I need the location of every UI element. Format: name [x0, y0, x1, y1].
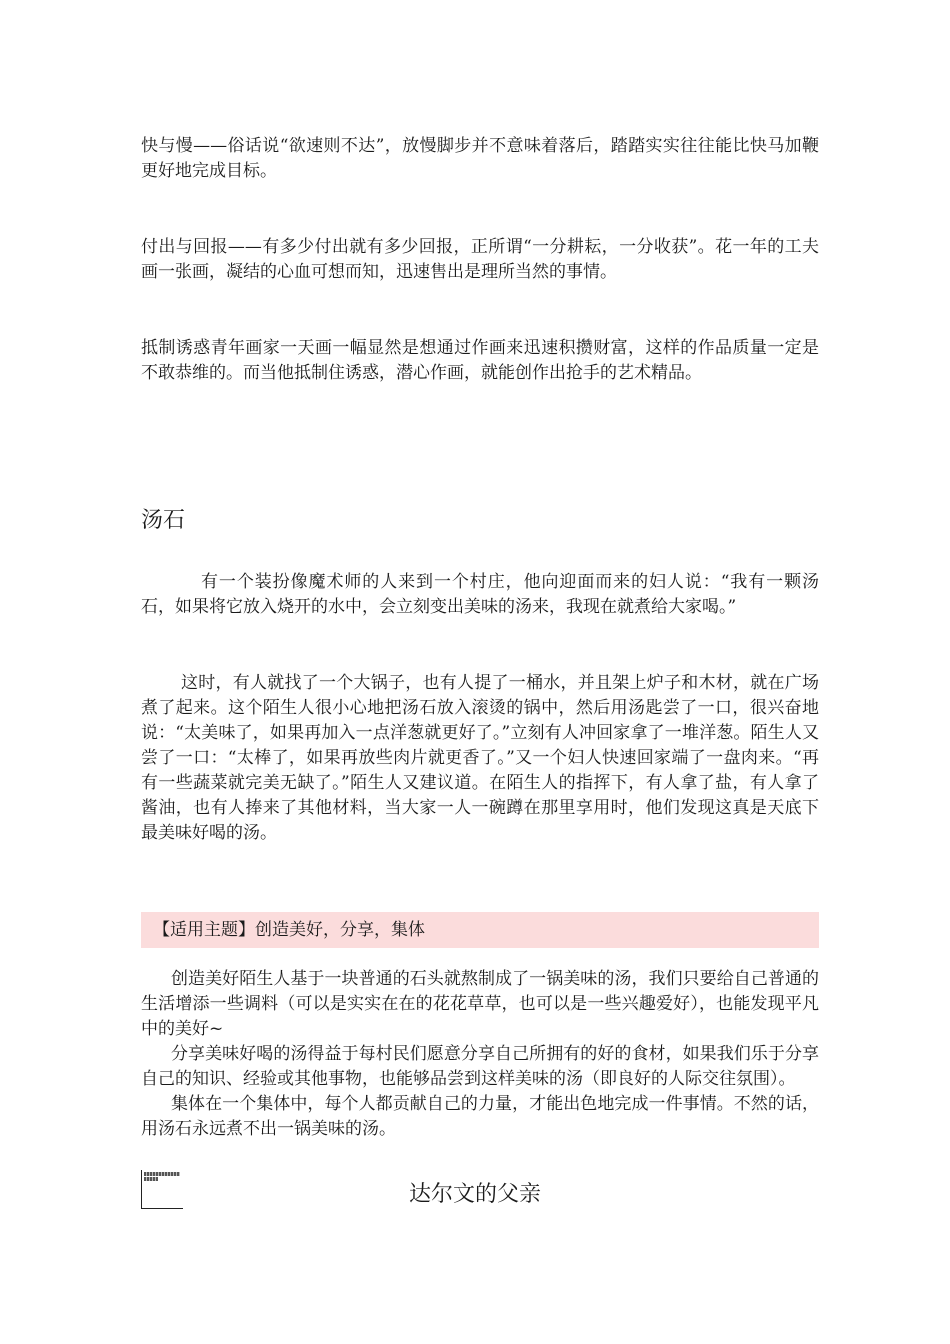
story-title: 汤石	[141, 508, 186, 533]
thumbnail-text-line	[144, 1172, 180, 1176]
story-paragraph-1: 有一个装扮像魔术师的人来到一个村庄，他向迎面而来的妇人说：“我有一颗汤石，如果将它放入烧开的水中，会立刻变出美味的汤来，我现在就煮给大家喝。”	[141, 572, 819, 617]
next-section-title: 达尔文的父亲	[408, 1182, 541, 1207]
story-paragraph-2: 这时，有人就找了一个大锅子，也有人提了一桶水，并且架上炉子和木材，就在广场煮了起来。这个陌生人很小心地把汤石放入滚烫的锅中，然后用汤匙尝了一口，很兴奋地说：“太美味了，如果再加入一点洋葱就更好了。”立刻有人冲回家拿了一堆洋葱。陌生人又尝了一口：“太棒了，如果再放些肉片就更香了。”又一个妇人快速回家端了一盘肉来。“再有一些蔬菜就完美无缺了。”陌生人又建议道。在陌生人的指挥下，有人拿了盐，有人拿了酱油，也有人捧来了其他材料，当大家一人一碗蹲在那里享用时，他们发现这真是天底下最美味好喝的汤。	[141, 673, 819, 843]
theme-paragraph-collective: 集体在一个集体中，每个人都贡献自己的力量，才能出色地完成一件事情。不然的话，用汤石永远煮不出一锅美味的汤。	[141, 1094, 819, 1139]
intro-paragraph-resist-temptation: 抵制诱惑青年画家一天画一幅显然是想通过作画来迅速积攒财富，这样的作品质量一定是不敢恭维的。而当他抵制住诱惑，潜心作画，就能创作出抢手的艺术精品。	[141, 338, 819, 383]
intro-paragraph-effort-reward: 付出与回报——有多少付出就有多少回报，正所谓“一分耕耘，一分收获”。花一年的工夫画一张画，凝结的心血可想而知，迅速售出是理所当然的事情。	[141, 237, 819, 282]
theme-heading-bar	[141, 912, 819, 948]
theme-explanation	[141, 967, 819, 1142]
theme-paragraph-sharing: 分享美味好喝的汤得益于每村民们愿意分享自己所拥有的好的食材，如果我们乐于分享自己的知识、经验或其他事物，也能够品尝到这样美味的汤（即良好的人际交往氛围）。	[141, 1044, 819, 1089]
intro-paragraph-fast-slow: 快与慢——俗话说“欲速则不达”，放慢脚步并不意味着落后，踏踏实实往往能比快马加鞭更好地完成目标。	[141, 136, 819, 181]
theme-heading: 【适用主题】创造美好，分享，集体	[153, 920, 425, 940]
theme-paragraph-create-beauty: 创造美好陌生人基于一块普通的石头就熬制成了一锅美味的汤，我们只要给自己普通的生活增添一些调料（可以是实实在在的花花草草，也可以是一些兴趣爱好），也能发现平凡中的美好~	[141, 969, 819, 1039]
